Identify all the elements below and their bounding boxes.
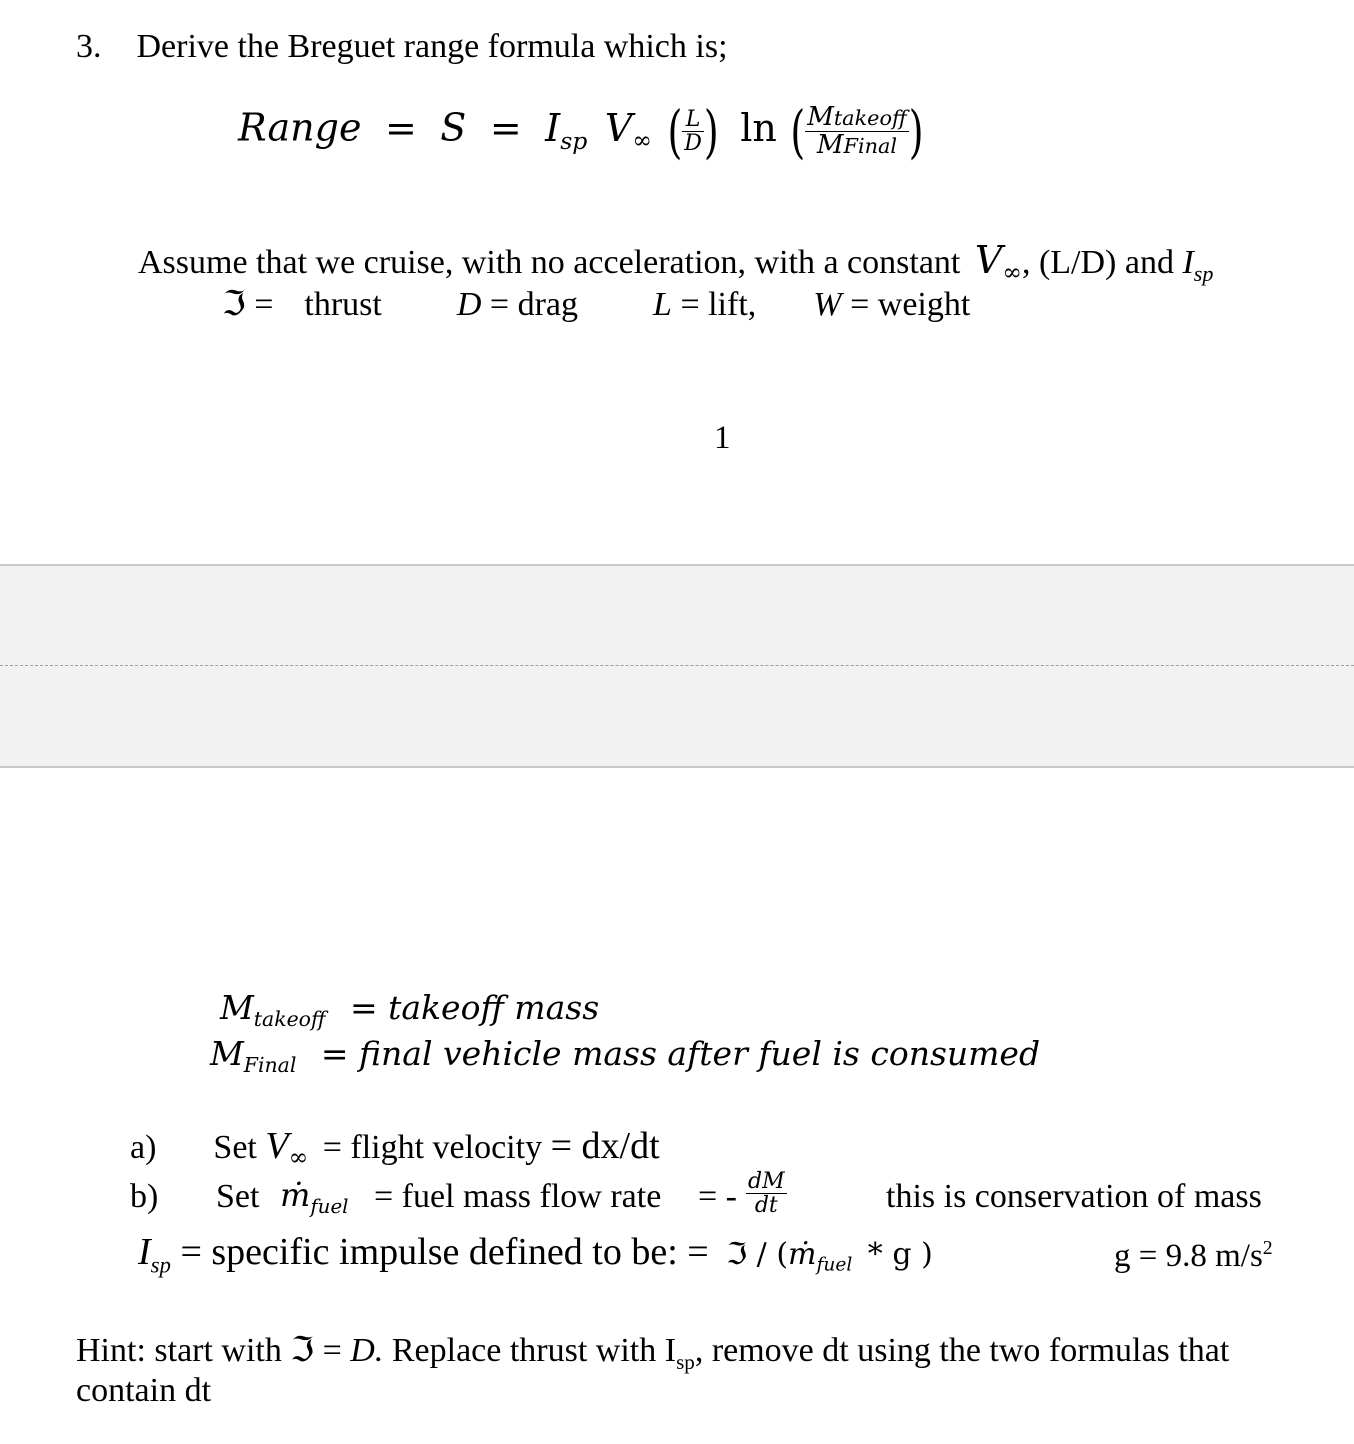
question-header [76, 28, 728, 66]
formula-vinf: V∞ [604, 105, 652, 154]
item-a-vinf: V∞ [265, 1125, 309, 1172]
question-number: 3. [76, 28, 102, 65]
weight-symbol: W [813, 286, 842, 323]
assumption-after: , (L/D) and [1021, 244, 1174, 281]
formula-eq-2: = [489, 105, 522, 150]
assumption-vinf: V∞ [974, 238, 1022, 287]
hint-line-2: contain dt [76, 1372, 212, 1409]
item-b-note: this is conservation of mass [886, 1178, 1262, 1215]
lift-symbol: L [653, 286, 672, 323]
final-mass-symbol: $M_{Final}$ [210, 1034, 297, 1078]
takeoff-mass-symbol: $M_{takeoff}$ [220, 988, 326, 1032]
item-b-label: b) [130, 1178, 159, 1215]
item-b-mdot: ṁ$_{fuel}$ [280, 1176, 349, 1218]
page-break-band [0, 564, 1354, 768]
formula-range: Range [238, 105, 362, 150]
formula-isp: $I_{sp}$ [545, 105, 588, 155]
drag-label: = drag [489, 286, 579, 323]
question-prompt: Derive the Breguet range formula which is; [136, 28, 728, 65]
page-number: 1 [714, 420, 731, 456]
final-mass-text: = final vehicle mass after fuel is consumed [320, 1034, 1041, 1073]
breguet-formula: Range = $S = I_{sp}$ V∞ ( $\frac{L}{D}$ ) ln ( $\frac{\text{Mtakeoff}}{\text{MFinal}}$ ) [238, 98, 924, 165]
takeoff-mass-text: = takeoff mass [349, 988, 600, 1027]
page-break-divider [0, 665, 1354, 666]
lift-label: = lift, [680, 286, 757, 323]
takeoff-mass-def [220, 988, 599, 1031]
hint-thrust-symbol: ℑ [290, 1330, 315, 1370]
assumption-line [138, 238, 1213, 286]
isp-definition: $I_{sp}$ = specific impulse defined to be: = ℑ / (ṁ$_{fuel}$ * g ) [138, 1231, 933, 1278]
formula-ln: ln [740, 105, 777, 150]
formula-mass-ratio: $\frac{\text{Mtakeoff}}{\text{MFinal}}$ [807, 102, 907, 161]
item-b-dm-dt: $\frac{dM}{dt}$ [748, 1169, 785, 1219]
gravity-def: g = 9.8 $m/s^2$ [1114, 1237, 1273, 1274]
isp-mdot: ṁ$_{fuel}$ [788, 1237, 853, 1276]
item-a-label: a) [130, 1129, 157, 1166]
definitions-line: ℑ = thrust D = drag L = lift, W = weight [222, 284, 971, 324]
weight-label: = weight [850, 286, 971, 323]
formula-s: S [440, 105, 467, 150]
hint-line-1: Hint: start with ℑ = D. Replace thrust with $I_{sp}$, remove dt using the two formulas that [76, 1330, 1230, 1374]
formula-eq-1: = [384, 105, 417, 150]
formula-l-over-d: $\frac{L}{D}$ [684, 107, 702, 157]
assumption-text: Assume that we cruise, with no acceleration, with a constant [138, 244, 961, 281]
final-mass-def [210, 1034, 1040, 1077]
thrust-label: thrust [304, 286, 382, 323]
drag-symbol: D [456, 286, 482, 323]
thrust-symbol: ℑ [222, 284, 246, 324]
assumption-isp: $I_{sp}$ [1182, 244, 1214, 286]
item-a: a) Set V∞ = flight velocity = dx/dt [130, 1125, 660, 1172]
isp-symbol: $I_{sp}$ [138, 1231, 171, 1278]
item-a-velocity-def: = dx/dt [550, 1125, 660, 1167]
